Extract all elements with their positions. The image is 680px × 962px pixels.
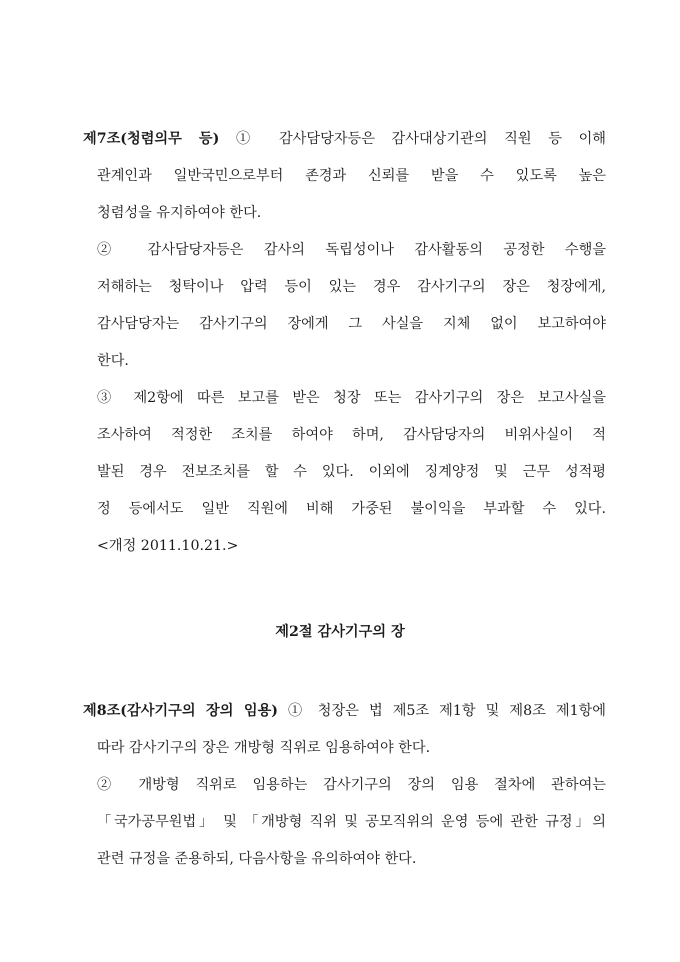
article7-line-3: 청렴성을 유지하여야 한다.	[97, 205, 262, 221]
article7-amendment-note: <개정 2011.10.21.>	[97, 538, 239, 554]
article7-title: 제7조(청렴의무 등)	[83, 131, 220, 147]
article7-line-1	[83, 129, 606, 149]
article7-line-4: ② 감사담당자등은 감사의 독립성이나 감사활동의 공정한 수행을	[97, 242, 606, 258]
article8-title: 제8조(감사기구의 장의 임용)	[83, 703, 278, 719]
article7-line-10: 발된 경우 전보조치를 할 수 있다. 이외에 징계양정 및 근무 성적평	[97, 464, 606, 480]
article7-line-5: 저해하는 청탁이나 압력 등이 있는 경우 감사기구의 장은 청장에게,	[97, 279, 606, 295]
article7-line-7: 한다.	[97, 353, 129, 369]
article7-line-6: 감사담당자는 감사기구의 장에게 그 사실을 지체 없이 보고하여야	[97, 316, 606, 332]
article8-line-1	[83, 701, 606, 721]
section-heading: 제2절 감사기구의 장	[275, 624, 405, 640]
article7-line-8: ③ 제2항에 따른 보고를 받은 청장 또는 감사기구의 장은 보고사실을	[97, 390, 606, 406]
article8-line-3: ② 개방형 직위로 임용하는 감사기구의 장의 임용 절차에 관하여는	[97, 777, 606, 793]
article7-line-9: 조사하여 적정한 조치를 하여야 하며, 감사담당자의 비위사실이 적	[97, 427, 606, 443]
article7-line-2: 관계인과 일반국민으로부터 존경과 신뢰를 받을 수 있도록 높은	[97, 168, 606, 184]
article8-line-4: 「국가공무원법」 및 「개방형 직위 및 공모직위의 운영 등에 관한 규정」의	[97, 814, 606, 830]
article7-line-1-text: ① 감사담당자등은 감사대상기관의 직원 등 이해	[219, 131, 606, 147]
article7-line-11: 정 등에서도 일반 직원에 비해 가중된 불이익을 부과할 수 있다.	[97, 501, 606, 517]
article8-line-2: 따라 감사기구의 장은 개방형 직위로 임용하여야 한다.	[97, 740, 431, 756]
article8-line-5: 관련 규정을 준용하되, 다음사항을 유의하여야 한다.	[97, 851, 417, 867]
article8-line-1-text: ① 청장은 법 제5조 제1항 및 제8조 제1항에	[278, 703, 606, 719]
